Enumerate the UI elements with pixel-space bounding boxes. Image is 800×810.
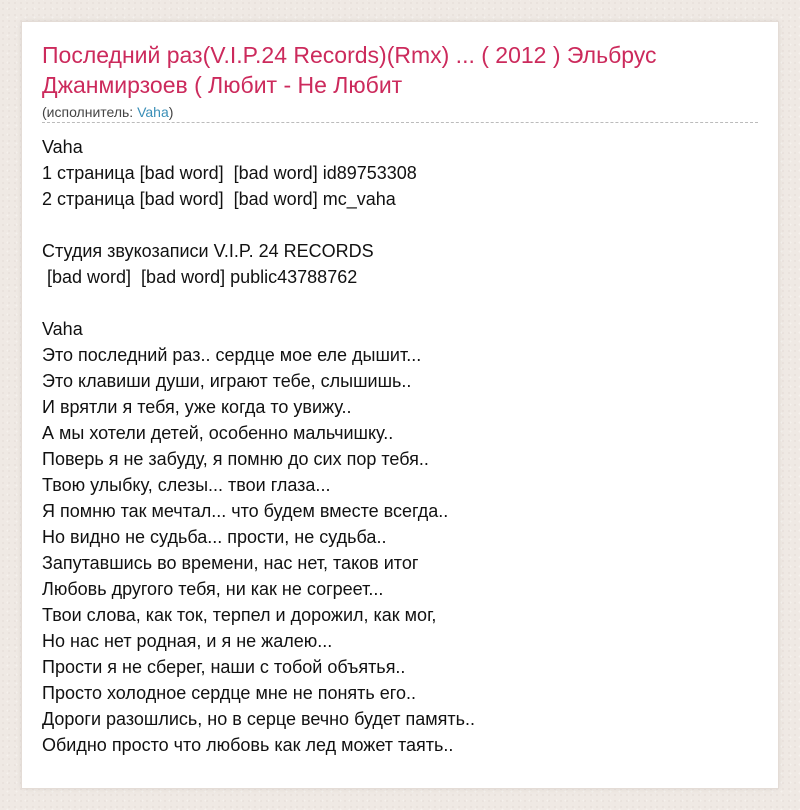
header-divider (42, 122, 758, 123)
lyric-line: И врятли я тебя, уже когда то увижу.. (42, 397, 352, 417)
lyric-line: [bad word] [bad word] public43788762 (42, 267, 358, 287)
lyrics-text (42, 134, 758, 758)
lyric-line: Запутавшись во времени, нас нет, таков итог (42, 553, 419, 573)
lyric-line (42, 290, 758, 316)
lyric-line: Но видно не судьба... прости, не судьба.. (42, 527, 387, 547)
lyric-line: Твою улыбку, слезы... твои глаза... (42, 475, 331, 495)
artist-link[interactable]: Vaha (137, 104, 169, 120)
lyric-line: 2 страница [bad word] [bad word] mc_vaha (42, 189, 396, 209)
performer-prefix: (исполнитель: (42, 104, 138, 120)
lyric-line (42, 212, 758, 238)
lyric-line: Просто холодное сердце мне не понять его.. (42, 683, 416, 703)
lyric-line: Это последний раз.. сердце мое еле дышит... (42, 345, 422, 365)
lyric-line: Студия звукозаписи V.I.P. 24 RECORDS (42, 241, 374, 261)
lyric-line: Любовь другого тебя, ни как не согреет... (42, 579, 384, 599)
lyric-line: Vaha (42, 319, 83, 339)
lyric-line: Прости я не сберег, наши с тобой объятья.. (42, 657, 406, 677)
lyric-line: Твои слова, как ток, терпел и дорожил, как мог, (42, 605, 437, 625)
lyric-line: 1 страница [bad word] [bad word] id89753308 (42, 163, 417, 183)
performer-line (42, 103, 173, 121)
song-title: Последний раз(V.I.P.24 Records)(Rmx) ... ( 2012 ) Эльбрус Джанмирзоев ( Любит - Не Любит (42, 42, 657, 98)
lyric-line: Поверь я не забуду, я помню до сих пор тебя.. (42, 449, 429, 469)
lyric-line: Это клавиши души, играют тебе, слышишь.. (42, 371, 412, 391)
lyric-line: Обидно просто что любовь как лед может таять.. (42, 735, 454, 755)
lyrics-card (22, 22, 778, 788)
lyric-line: Vaha (42, 137, 83, 157)
lyric-line: Но нас нет родная, и я не жалею... (42, 631, 333, 651)
lyric-line: А мы хотели детей, особенно мальчишку.. (42, 423, 394, 443)
lyric-line: Дороги разошлись, но в серце вечно будет память.. (42, 709, 476, 729)
performer-suffix: ) (168, 104, 174, 120)
lyric-line: Я помню так мечтал... что будем вместе всегда.. (42, 501, 449, 521)
